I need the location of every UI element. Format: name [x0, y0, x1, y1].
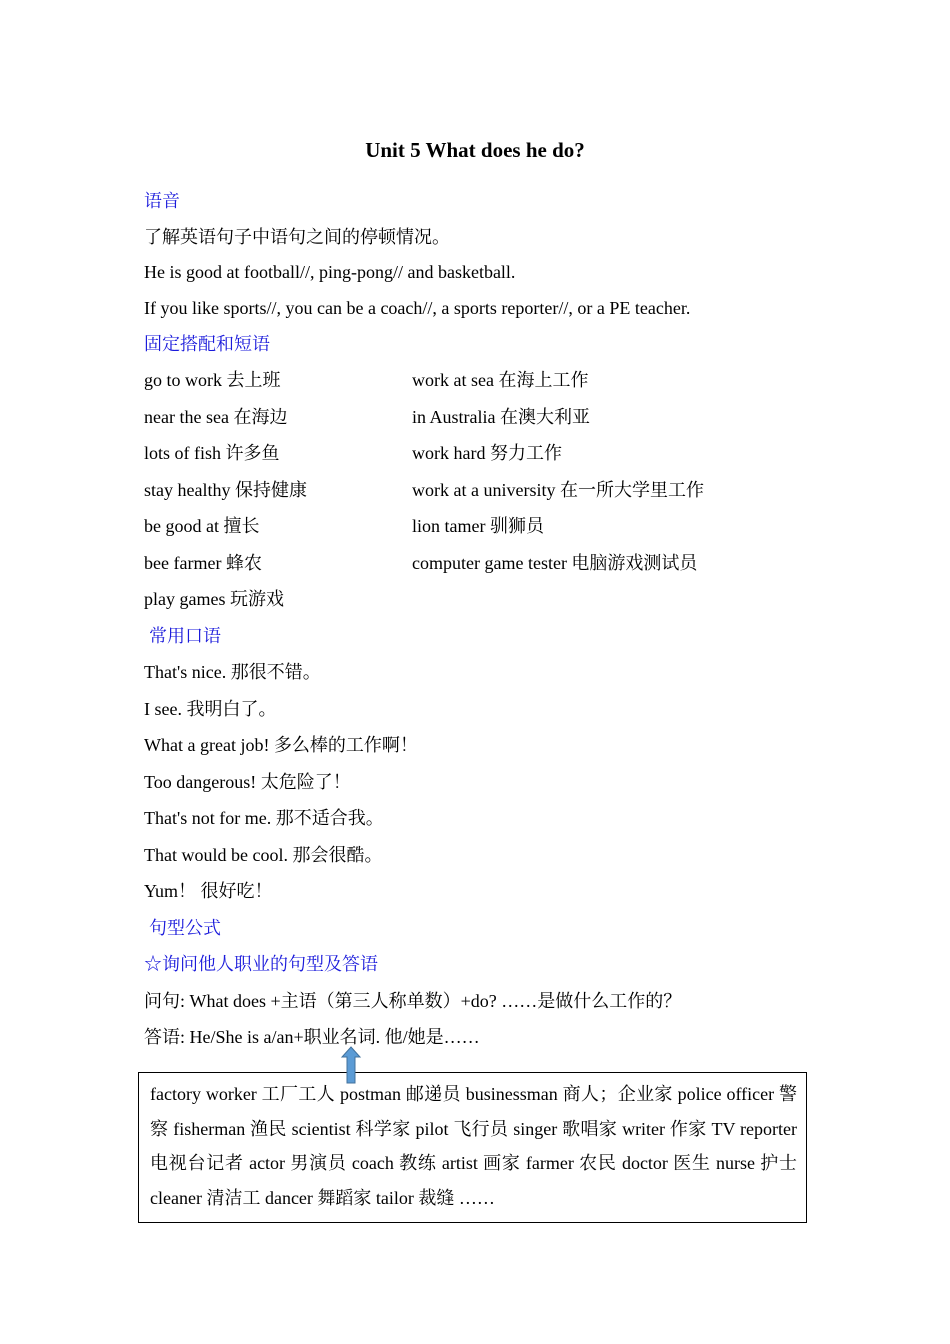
phrase-item: be good at 擅长: [144, 516, 260, 536]
phrase-item: go to work 去上班: [144, 370, 281, 390]
jobs-list-text: factory worker 工厂工人 postman 邮递员 businessman 商人；企业家 police officer 警察 fisherman 渔民 scientist 科学家 pilot 飞行员 singer 歌唱家 writer 作家 TV reporter 电视台记者 actor 男演员 coach 教练 artist 画家 farmer 农民 doctor 医生 nurse 护士 cleaner 清洁工 dancer 舞蹈家 tailor 裁缝 ……: [150, 1084, 797, 1208]
phrase-item: stay healthy 保持健康: [144, 480, 307, 500]
pattern-answer: 答语: He/She is a/an+职业名词. 他/她是……: [144, 1027, 480, 1047]
pronunciation-desc: 了解英语句子中语句之间的停顿情况。: [144, 227, 450, 247]
phrase-item: lion tamer 驯狮员: [412, 516, 544, 536]
pattern-subheading: ☆询问他人职业的句型及答语: [144, 954, 378, 974]
spoken-item: Yum！ 很好吃！: [144, 881, 273, 901]
phrase-item: play games 玩游戏: [144, 589, 284, 609]
phrase-item: work at sea 在海上工作: [412, 370, 589, 390]
phrase-item: work hard 努力工作: [412, 443, 562, 463]
spoken-item: What a great job! 多么棒的工作啊！: [144, 735, 418, 755]
pronunciation-example: He is good at football//, ping-pong// and basketball.: [144, 262, 516, 282]
spoken-item: That's not for me. 那不适合我。: [144, 808, 384, 828]
spoken-item: I see. 我明白了。: [144, 699, 277, 719]
page-title: Unit 5 What does he do?: [365, 138, 585, 162]
jobs-box: [138, 1072, 807, 1223]
section-heading-spoken: 常用口语: [149, 626, 221, 646]
phrase-item: computer game tester 电脑游戏测试员: [412, 553, 698, 573]
pronunciation-example: If you like sports//, you can be a coach//, a sports reporter//, or a PE teacher.: [144, 298, 691, 318]
up-arrow-icon: [340, 1046, 362, 1084]
spoken-item: That's nice. 那很不错。: [144, 662, 321, 682]
phrase-item: work at a university 在一所大学里工作: [412, 480, 704, 500]
phrase-item: in Australia 在澳大利亚: [412, 407, 590, 427]
pattern-question: 问句: What does +主语（第三人称单数）+do? ……是做什么工作的？: [144, 991, 682, 1011]
spoken-item: Too dangerous! 太危险了！: [144, 772, 351, 792]
phrase-item: lots of fish 许多鱼: [144, 443, 280, 463]
spoken-item: That would be cool. 那会很酷。: [144, 845, 383, 865]
section-heading-phrases: 固定搭配和短语: [144, 334, 270, 354]
phrase-item: near the sea 在海边: [144, 407, 288, 427]
section-heading-patterns: 句型公式: [149, 918, 221, 938]
section-heading-pronunciation: 语音: [144, 191, 180, 211]
phrase-item: bee farmer 蜂农: [144, 553, 262, 573]
